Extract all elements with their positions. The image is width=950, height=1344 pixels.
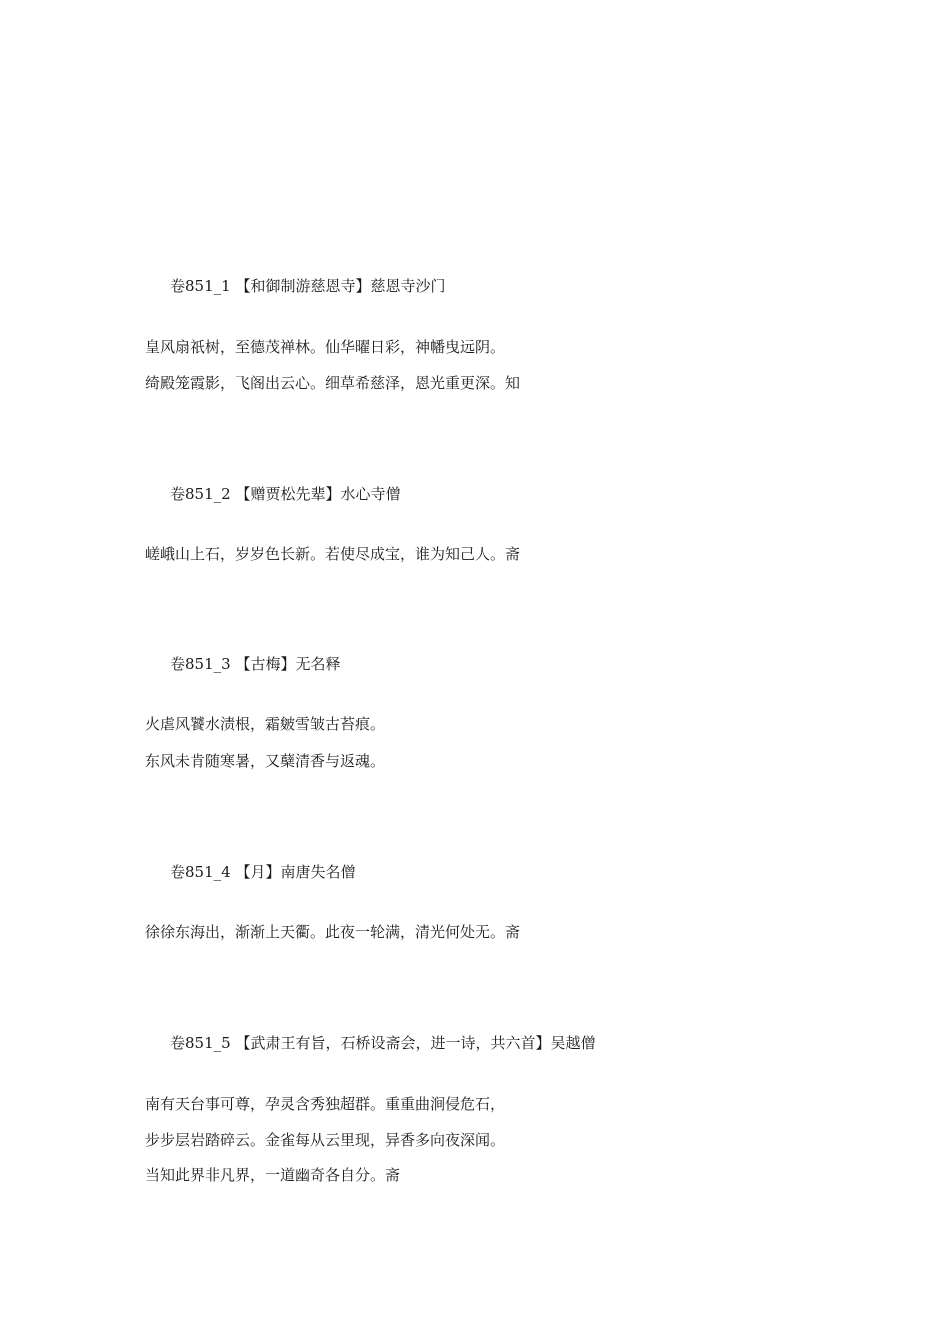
poem-heading: 卷851_5 【武肃王有旨，石桥设斋会，进一诗，共六首】吴越僧 (170, 1034, 596, 1052)
poem-heading: 卷851_1 【和御制游慈恩寺】慈恩寺沙门 (170, 277, 446, 295)
poem-line: 南有天台事可尊，孕灵含秀独超群。重重曲涧侵危石， (145, 1095, 506, 1113)
poem-line: 火虐风饕水渍根，霜皴雪皱古苔痕。 (145, 715, 386, 733)
poem-line: 徐徐东海出，渐渐上天衢。此夜一轮满，清光何处无。斋 (145, 923, 521, 941)
poem-heading: 卷851_3 【古梅】无名释 (170, 655, 341, 673)
poem-line: 步步层岩踏碎云。金雀每从云里现，异香多向夜深闻。 (145, 1131, 506, 1149)
poem-line: 绮殿笼霞影，飞阁出云心。细草希慈泽，恩光重更深。知 (145, 374, 521, 392)
poem-heading: 卷851_4 【月】南唐失名僧 (170, 863, 356, 881)
poem-line: 皇风扇祇树，至德茂禅林。仙华曜日彩，神幡曳远阴。 (145, 338, 506, 356)
poem-heading: 卷851_2 【赠贾松先辈】水心寺僧 (170, 485, 401, 503)
poem-line: 当知此界非凡界，一道幽奇各自分。斋 (145, 1166, 401, 1184)
poem-line: 东风未肯随寒暑，又蘖清香与返魂。 (145, 752, 386, 770)
poem-line: 嵯峨山上石，岁岁色长新。若使尽成宝，谁为知己人。斋 (145, 545, 521, 563)
